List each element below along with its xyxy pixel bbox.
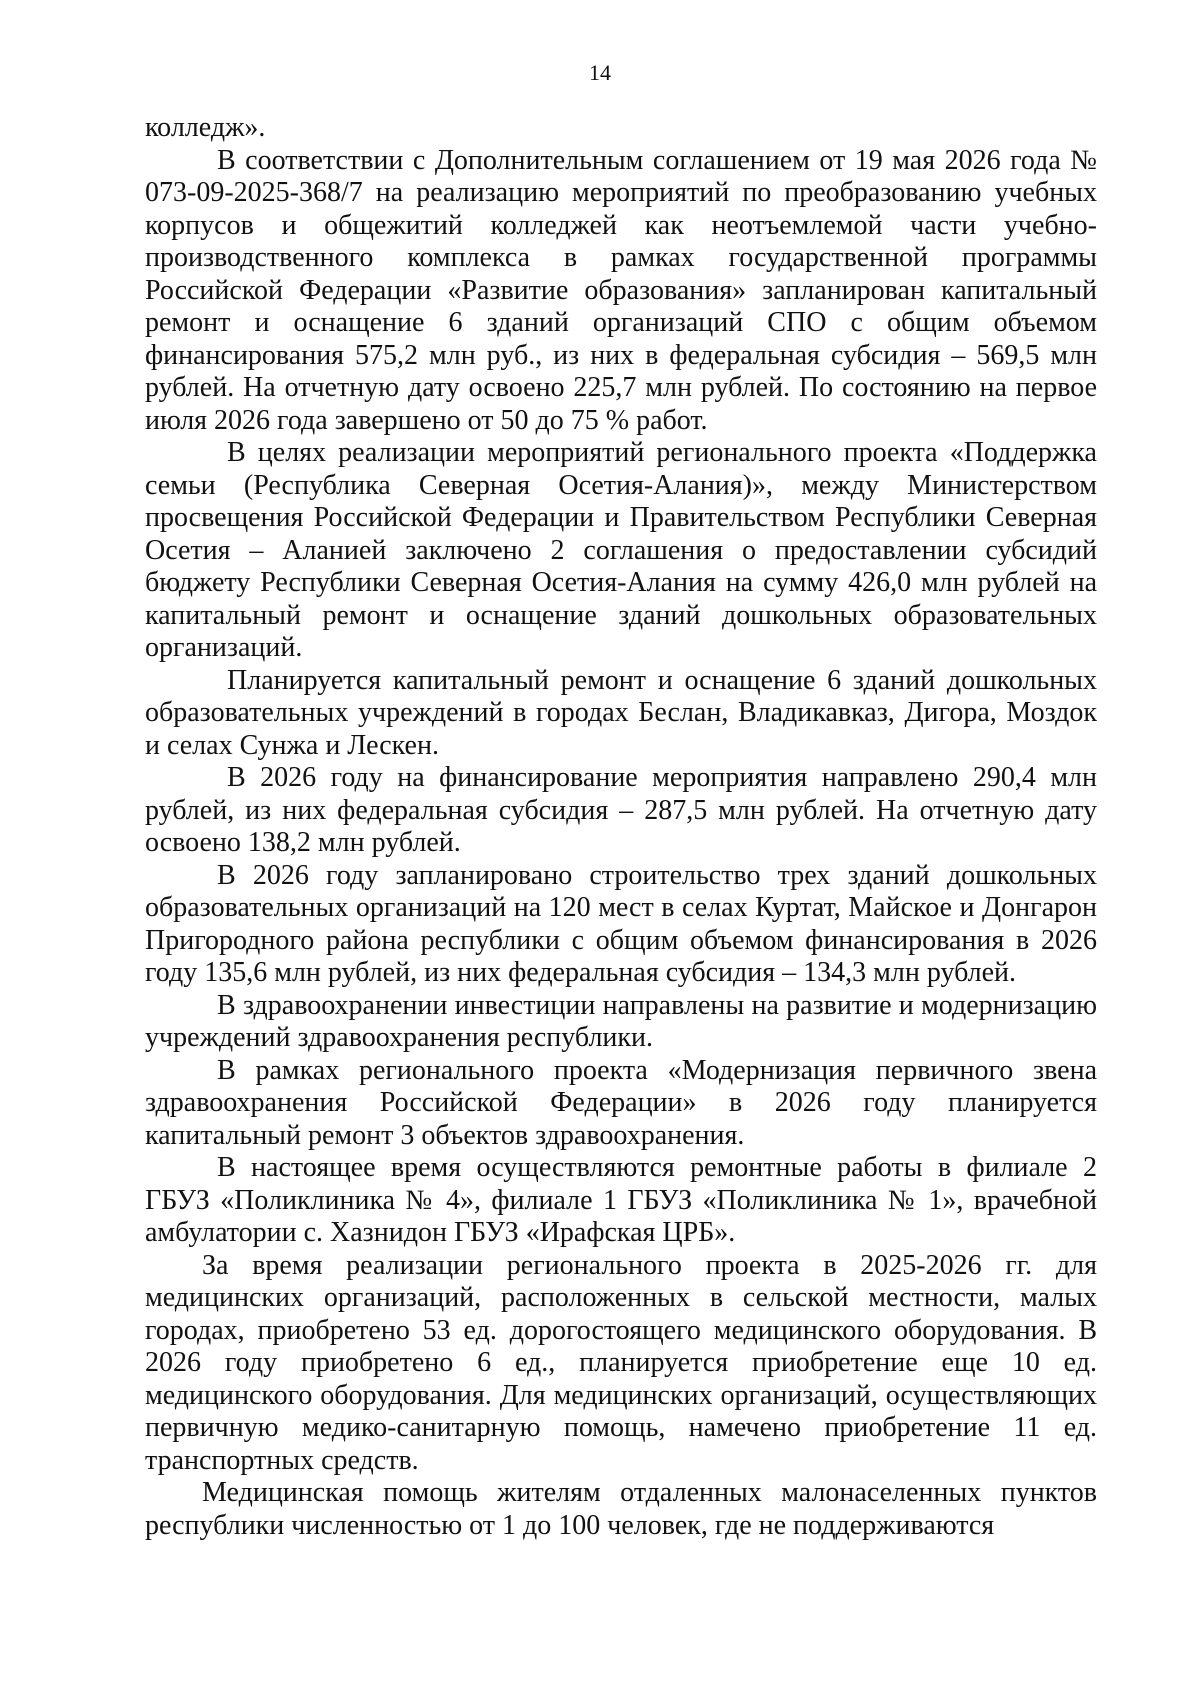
paragraph-11: Медицинская помощь жителям отдаленных малонаселенных пунктов республики численностью от 1 до 100 человек, где не поддерживаются [145, 1477, 1097, 1541]
document-body [145, 112, 1097, 1542]
paragraph-4: Планируется капитальный ремонт и оснащение 6 зданий дошкольных образовательных учреждений в городах Беслан, Владикавказ, Дигора, Моздок и селах Сунжа и Лескен. [145, 664, 1097, 761]
paragraph-2: В соответствии с Дополнительным соглашением от 19 мая 2026 года № 073-09-2025-368/7 на реализацию мероприятий по преобразованию учебных корпусов и общежитий колледжей как неотъемлемой части учебно-производственного комплекса в рамках государственной программы Российской Федерации «Развитие образования» запланирован капитальный ремонт и оснащение 6 зданий организаций СПО с общим объемом финансирования 575,2 млн руб., из них в федеральная субсидия – 569,5 млн рублей. На отчетную дату освоено 225,7 млн рублей. По состоянию на первое июля 2026 года завершено от 50 до 75 % работ. [145, 144, 1097, 436]
paragraph-9: В настоящее время осуществляются ремонтные работы в филиале 2 ГБУЗ «Поликлиника № 4», филиале 1 ГБУЗ «Поликлиника № 1», врачебной амбулатории с. Хазнидон ГБУЗ «Ирафская ЦРБ». [145, 1152, 1097, 1248]
paragraph-1: колледж». [145, 112, 266, 143]
paragraph-7: В здравоохранении инвестиции направлены на развитие и модернизацию учреждений здравоохранения республики. [145, 989, 1097, 1053]
paragraph-5: В 2026 году на финансирование мероприятия направлено 290,4 млн рублей, из них федеральная субсидия – 287,5 млн рублей. На отчетную дату освоено 138,2 млн рублей. [145, 762, 1097, 858]
page-number: 14 [589, 60, 611, 85]
paragraph-10: За время реализации регионального проекта в 2025-2026 гг. для медицинских организаций, расположенных в сельской местности, малых городах, приобретено 53 ед. дорогостоящего медицинского оборудования. В 2026 году приобретено 6 ед., планируется приобретение еще 10 ед. медицинского оборудования. Для медицинских организаций, осуществляющих первичную медико-санитарную помощь, намечено приобретение 11 ед. транспортных средств. [145, 1249, 1097, 1476]
paragraph-8: В рамках регионального проекта «Модернизация первичного звена здравоохранения Российской Федерации» в 2026 году планируется капитальный ремонт 3 объектов здравоохранения. [145, 1054, 1097, 1151]
paragraph-6: В 2026 году запланировано строительство трех зданий дошкольных образовательных организаций на 120 мест в селах Куртат, Майское и Донгарон Пригородного района республики с общим объемом финансирования в 2026 году 135,6 млн рублей, из них федеральная субсидия – 134,3 млн рублей. [145, 859, 1097, 988]
paragraph-3: В целях реализации мероприятий регионального проекта «Поддержка семьи (Республика Северная Осетия-Алания)», между Министерством просвещения Российской Федерации и Правительством Республики Северная Осетия – Аланией заключено 2 соглашения о предоставлении субсидий бюджету Республики Северная Осетия-Алания на сумму 426,0 млн рублей на капитальный ремонт и оснащение зданий дошкольных образовательных организаций. [145, 437, 1097, 663]
